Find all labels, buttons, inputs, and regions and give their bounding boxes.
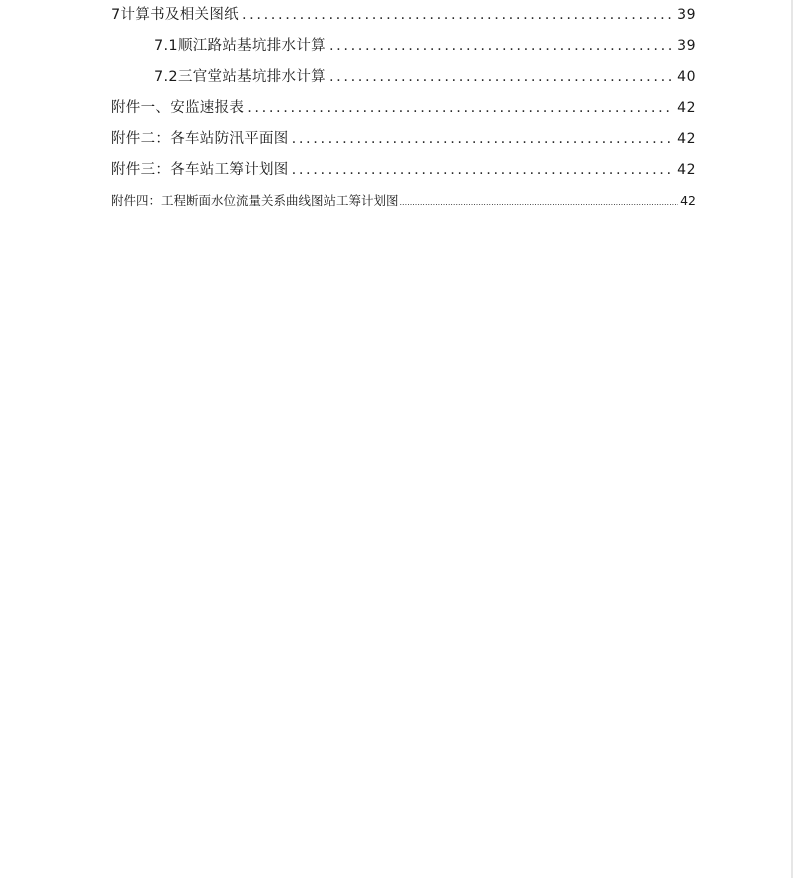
toc-entry-title: 7.1顺江路站基坑排水计算 [154,38,326,54]
toc-entry-title: 附件一、安监速报表 [111,100,245,116]
toc-dot-leader [292,162,674,178]
toc-dot-leader [247,100,673,116]
toc-page-number: 39 [677,38,696,54]
toc-entry-title: 附件三：各车站工筹计划图 [111,162,289,178]
toc-page-number: 42 [677,162,696,178]
toc-entry-title: 7.2三官堂站基坑排水计算 [154,69,326,85]
toc-dot-leader [329,69,673,85]
toc-dot-leader [242,7,673,23]
toc-entry-section-7-2[interactable] [154,65,696,87]
toc-entry-title: 附件四：工程断面水位流量关系曲线图站工筹计划图 [111,193,399,208]
toc-entry-section-7[interactable] [111,3,696,25]
toc-entry-appendix-3[interactable] [111,158,696,180]
toc-page-number: 39 [677,7,696,23]
toc-entry-section-7-1[interactable] [154,34,696,56]
toc-page-number: 42 [680,193,696,208]
toc-entry-appendix-2[interactable] [111,127,696,149]
toc-entry-title: 附件二：各车站防汛平面图 [111,131,289,147]
toc-page-number: 42 [677,131,696,147]
toc-dot-leader [400,198,679,207]
toc-entry-appendix-1[interactable] [111,96,696,118]
toc-entry-title: 7计算书及相关图纸 [111,7,239,23]
toc-page-number: 42 [677,100,696,116]
toc-dot-leader [292,131,674,147]
toc-dot-leader [329,38,673,54]
toc-page-number: 40 [677,69,696,85]
toc-entry-appendix-4[interactable] [111,191,696,213]
